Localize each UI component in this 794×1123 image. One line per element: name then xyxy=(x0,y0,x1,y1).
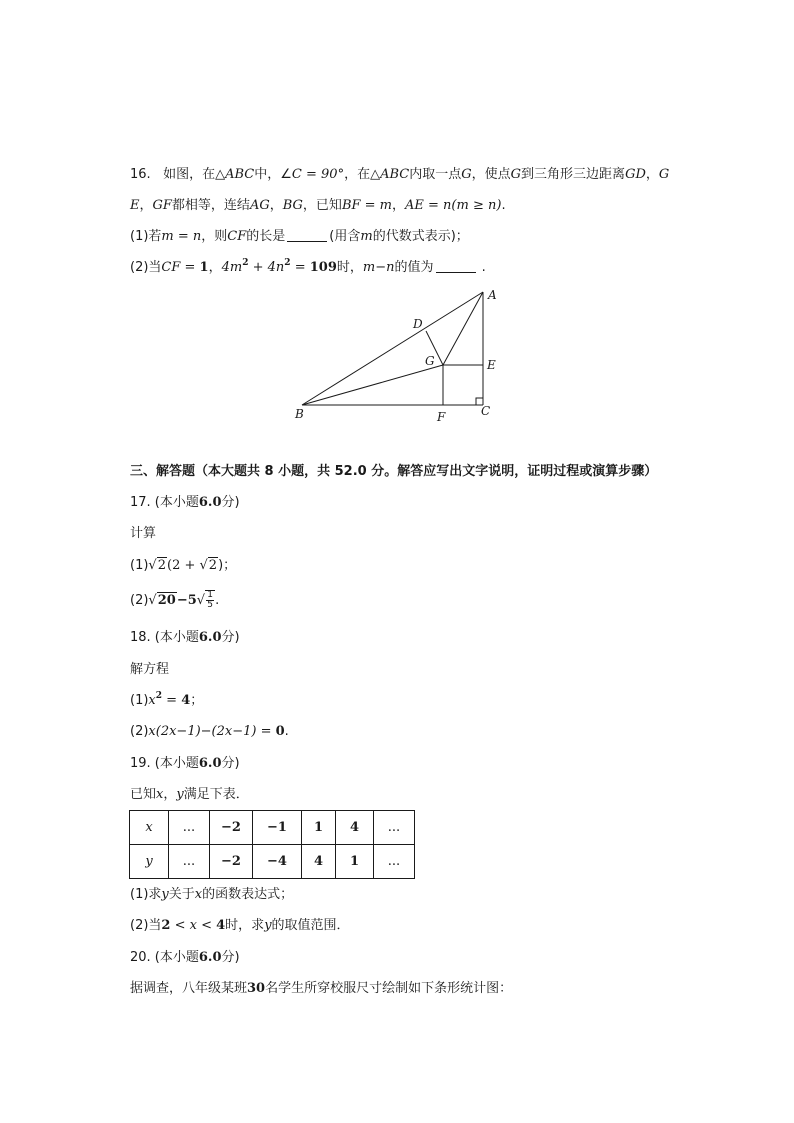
q17-header: 17. (本小题6.0分) xyxy=(130,495,240,510)
table-cell: 1 xyxy=(302,811,336,845)
label-d: D xyxy=(413,317,423,331)
answer-blank-1 xyxy=(287,227,327,242)
table-cell: −1 xyxy=(253,811,302,845)
label-f: F xyxy=(437,410,446,424)
q19-part2: (2)当2 < x < 4时，求y的取值范围． xyxy=(130,918,350,933)
label-e: E xyxy=(487,358,496,372)
segment-bg xyxy=(302,365,443,405)
q16-part1: (1)若m = n，则CF的长是 (用含m的代数式表示)； xyxy=(130,229,469,244)
fraction-one-fifth: $\frac{1}{5}$ xyxy=(207,590,213,610)
q16-line2: E，GF都相等，连结AG，BG，已知BF = m，AE = n(m ≥ n). xyxy=(130,198,506,213)
table-cell: 4 xyxy=(336,811,374,845)
q16-part2: (2)当CF = 1，$4m^2 + 4n^2 = 109$时，m−n的值为 . xyxy=(130,258,486,275)
q18-part1: $(1)x^2 = 4$； xyxy=(130,691,204,708)
q18-header: 18. (本小题6.0分) xyxy=(130,630,240,645)
right-angle-mark xyxy=(476,398,483,405)
label-g: G xyxy=(425,354,435,368)
q17-part2: (2)√20−5√ $\frac{1}{5}$ . xyxy=(130,590,220,610)
q19-header: 19. (本小题6.0分) xyxy=(130,756,240,771)
table-cell: ... xyxy=(169,811,210,845)
segment-ab xyxy=(302,292,483,405)
table-cell: −4 xyxy=(253,845,302,879)
xy-table xyxy=(129,810,415,879)
segment-ag xyxy=(443,292,483,365)
table-row-x xyxy=(130,811,415,845)
q19-part1: (1)求y关于x的函数表达式； xyxy=(130,887,294,902)
q17-title: 计算 xyxy=(130,526,157,541)
table-cell: 1 xyxy=(336,845,374,879)
table-cell: ... xyxy=(374,811,415,845)
label-a: A xyxy=(488,288,497,302)
q20-header: 20. (本小题6.0分) xyxy=(130,950,240,965)
q17-part1: (1)√2(2 + √2)； xyxy=(130,558,237,573)
table-cell: x xyxy=(130,811,169,845)
q18-title: 解方程 xyxy=(130,662,170,677)
table-row-y xyxy=(130,845,415,879)
table-cell: −2 xyxy=(210,811,253,845)
table-cell: ... xyxy=(374,845,415,879)
segment-gd xyxy=(426,331,443,365)
table-cell: y xyxy=(130,845,169,879)
answer-blank-2 xyxy=(436,258,476,273)
q20-text: 据调查，八年级某班30名学生所穿校服尺寸绘制如下条形统计图： xyxy=(130,981,513,996)
label-c: C xyxy=(481,404,491,418)
q18-part2: (2)x(2x−1)−(2x−1) = 0. xyxy=(130,724,289,739)
q16-line1: 16. 如图，在△ABC中，∠C = 90°，在△ABC内取一点G，使点G到三角形三边距离GD，G xyxy=(130,167,670,182)
q19-intro: 已知x，y满足下表． xyxy=(130,787,249,802)
table-cell: 4 xyxy=(302,845,336,879)
section-3-heading: 三、解答题（本大题共 8 小题，共 52.0 分。解答应写出文字说明，证明过程或演算步骤） xyxy=(130,464,658,479)
table-cell: −2 xyxy=(210,845,253,879)
table-cell: ... xyxy=(169,845,210,879)
label-b: B xyxy=(295,407,304,421)
